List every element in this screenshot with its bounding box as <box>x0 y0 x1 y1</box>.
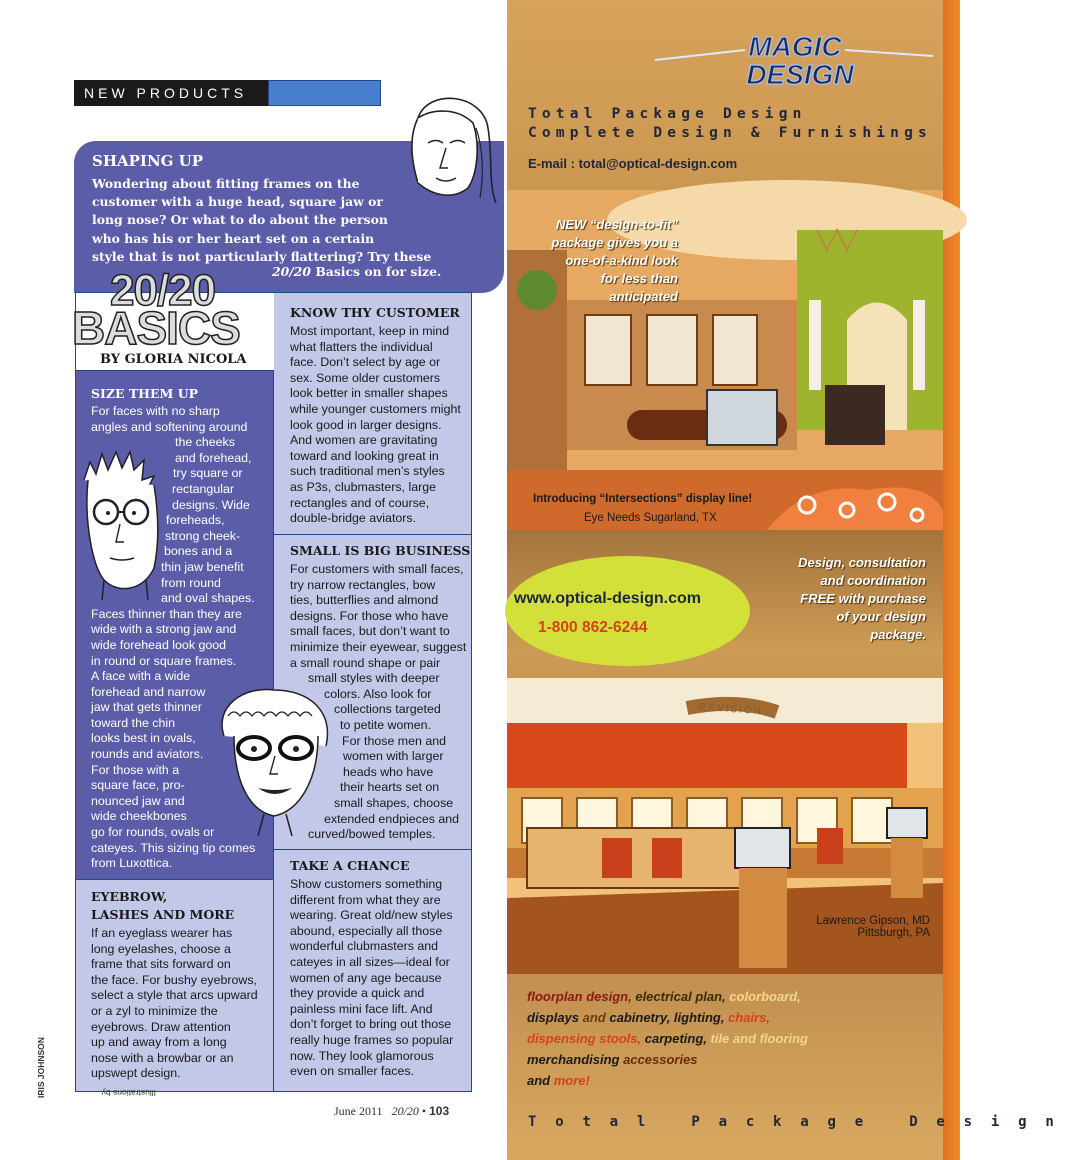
page-folio: June 2011 20/20 • 103 <box>334 1104 450 1118</box>
photo1-caption-2: Eye Needs Sugarland, TX <box>584 512 717 524</box>
photo1-caption-1: Introducing “Intersections” display line! <box>533 493 753 505</box>
masthead-basics: BASICS <box>72 302 240 354</box>
masthead-2020: 20/20 <box>110 266 216 315</box>
showroom-photo-2 <box>507 678 943 974</box>
photo2-caption: Lawrence Gipson, MD Pittsburgh, PA <box>816 915 930 939</box>
intro-title: SHAPING UP <box>92 152 204 170</box>
promo-text: NEW “design-to-fit” package gives you a one-of-a-kind look for less than anticipated <box>551 217 678 304</box>
services-line-4: merchandising accessories <box>527 1052 698 1067</box>
small-big-body: For customers with small faces, try narrow rectangles, bow ties, butterflies and almond designs. For those who have small faces, but don’t want to minimize their eyewear, suggest a small round shape or pair small styles with deeper colors. Also look for collections targeted to petite women. For those men and women with larger heads who have their hearts set on small shapes, choose extended endpieces and curved/bowed temples. <box>290 562 467 842</box>
intro-body: Wondering about fitting frames on the customer with a huge head, square jaw or long nose? Or what to do about the person who has his or her heart set on a certain style that is not particularly flattering? Try these <box>92 176 432 264</box>
svg-text:MAGIC: MAGIC <box>748 31 842 62</box>
ad-footer: Total Package Design <box>528 1114 1073 1130</box>
website[interactable]: www.optical-design.com <box>514 590 701 607</box>
services-line-5: and more! <box>527 1073 590 1088</box>
intro-last-line: 20/20 Basics on for size. <box>272 264 442 279</box>
services-line-3: dispensing stools, carpeting, tile and flooring <box>527 1031 808 1046</box>
showroom-photo-1 <box>507 190 943 530</box>
store-sign: REVISION <box>698 701 764 718</box>
ad-email: E-mail : total@optical-design.com <box>528 156 738 171</box>
eyebrow-body: If an eyeglass wearer has long eyelashes, choose a frame that sits forward on the face. For bushy eyebrows, select a style that arcs upward or a zyl to minimize the eyebrows. Draw attention up and away from a long nose with a browbar or an upswept design. <box>91 926 258 1081</box>
size-them-up-body: For faces with no sharp angles and softening around the cheeks and forehead, try square or rectangular designs. Wide foreheads, strong cheek- bones and a thin jaw benefit from round and oval shapes. Faces thinner than they are wide with a strong jaw and wide forehead look good in round or square frames. A face with a wide forehead and narrow jaw that gets thinner toward the chin looks best in ovals, rounds and aviators. For those with a square face, pro- nounced jaw and wide cheekbones go for rounds, ovals or cateyes. This sizing tip comes from Luxottica. <box>91 404 256 871</box>
illustration-credit: Illustrations by IRIS JOHNSON <box>36 1037 156 1098</box>
small-big-heading: SMALL IS BIG BUSINESS <box>290 543 471 558</box>
contact-ellipse <box>505 556 750 666</box>
svg-text:DESIGN: DESIGN <box>746 59 854 90</box>
man-illustration <box>74 440 166 600</box>
edge-strip <box>943 0 960 1160</box>
services-line-1: floorplan design, electrical plan, colorboard, <box>527 989 801 1004</box>
eyebrow-heading: EYEBROW, LASHES AND MORE <box>91 889 235 922</box>
take-chance-body: Show customers something different from what they are wearing. Great old/new styles abound, especially all those wonderful clubmasters and cateyes in all sizes—ideal for women of any age because they provide a quick and painless mini face lift. And don’t forget to bring out those really huge frames so popular now. They look glamorous even on smaller faces. <box>290 877 454 1079</box>
section-label-accent <box>268 80 381 106</box>
byline: BY GLORIA NICOLA <box>100 352 247 367</box>
know-customer-heading: KNOW THY CUSTOMER <box>290 305 460 320</box>
section-label: NEW PRODUCTS <box>74 80 268 106</box>
know-customer-body: Most important, keep in mind what flatters the individual face. Don’t select by age or sex. Some older customers look better in smaller shapes while younger customers might look good in larger designs. And women are gravitating toward and looking great in such traditional men’s styles as P3s, clubmasters, large rectangles and of course, double-bridge aviators. <box>290 324 461 526</box>
woman-illustration <box>388 88 500 208</box>
services-line-2: displays and cabinetry, lighting, chairs, <box>527 1010 770 1025</box>
phone-number[interactable]: 1-800 862-6244 <box>538 619 648 636</box>
magic-design-logo <box>655 30 935 90</box>
size-them-up-heading: SIZE THEM UP <box>91 386 199 401</box>
offer-text: Design, consultation and coordination FREE with purchase of your design package. <box>798 555 926 642</box>
ad-tagline-2: Complete Design & Furnishings <box>528 125 932 141</box>
take-chance-heading: TAKE A CHANCE <box>290 858 410 873</box>
ad-tagline-1: Total Package Design <box>528 106 807 122</box>
